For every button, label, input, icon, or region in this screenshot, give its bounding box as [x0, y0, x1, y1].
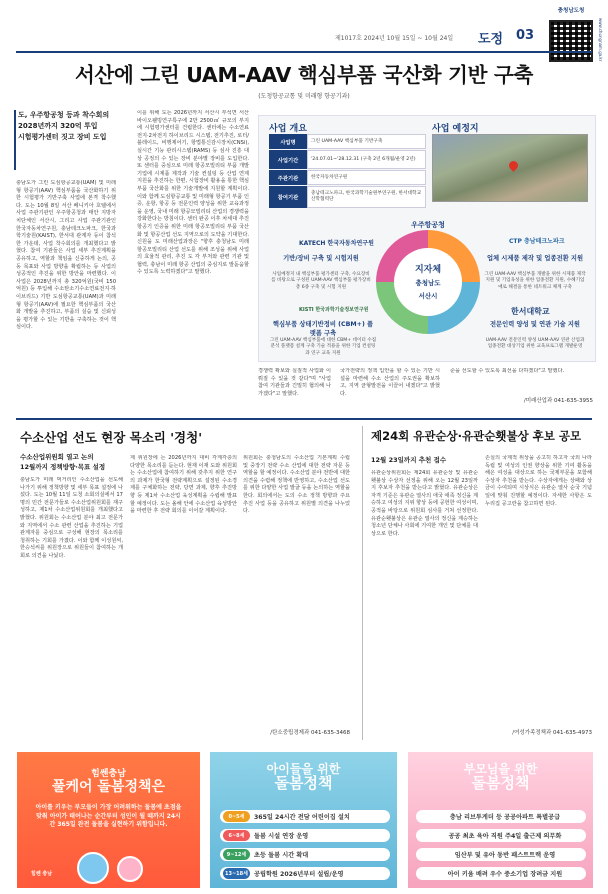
article1-credit: /미래산업과 041-635-3955 [523, 398, 593, 404]
section-rule [16, 418, 592, 420]
lead-bar [14, 110, 16, 170]
box-rt-title: 업체 시제품 제작 및 업종전환 지원 [486, 255, 584, 262]
box-rb-body: UAM-AAV 전문인력 양성 UAM-AAV 연관 산업과 업종전환 대상기업 위한 교육프로그램 개발운영 [485, 338, 585, 350]
parents-policy-item: 임산부 및 유아 동반 패스트트랙 운영 [416, 848, 586, 861]
policy-text: 돌봄 시설 연장 운영 [254, 833, 309, 840]
banner-full-care [17, 752, 200, 888]
org-hanseo: 한서대학교 [511, 307, 550, 316]
center-top: 우주항공청 [411, 221, 445, 229]
box-lb-title: 핵심부품 상태기반정비 (CBM+) 플랫폼 구축 [272, 321, 374, 337]
mascot-icon [77, 852, 109, 884]
banner1-mascot: 힘쎈 충남 [31, 871, 53, 877]
article1-col1: 충남도가 그린 도심항공교통(UAM) 및 미래형 항공기(AAV) 핵심부품을 국산화하기 위한 시험평가 기반구축 사업에 본격 착수했다. 도는 10월 8일 서산 베니키아 호텔에서 사업 주관기관인 우주항공청과 태안 지방자치단체인 서산시, 그리고 사업 주관기관인 한국자동차연구원, 충남테크노파크, 한국과학기술원(KAIST), 한서대 관계자 등이 참석한 가운데, 사업 착수회의를 개최했다고 밝혔다. 참여 기관들은 사업 세부 추진계획을 공유하고, 역할과 책임을 신중하게 논의, 공동 목표와 사업 방향을 확립하는 등 사업의 성공적인 추진을 위한 방안을 마련했다. 이 사업은 2028년까지 총 320억원(국비 150억원) 등 투입해 수소탄소기수소연료전지·하이브리드) 기반 도심항공교통(UAM)과 미래형 항공기(AAV)에 필요한 핵심부품의 국산화 개발을 추진하고, 부품의 실습 및 신뢰성을 평가할 수 있는 기반을 구축하는 것이 핵심이다. [16, 180, 116, 331]
policy-text: 공립학원 2026년부터 설립/운영 [254, 871, 344, 878]
row-label: 주관기관 [269, 170, 307, 185]
article1-col3: 경쟁력 확보와 실질적 사업화 이뤄질 수 있을 것 같다"며 "사업 참여 기관들과 긴밀히 협의해 나가겠다"고 말했다. [258, 368, 331, 397]
mascot-icon [117, 856, 143, 882]
overview-title: 사업 개요 [269, 124, 307, 134]
article1-author: (도청항공교통 및 미래형 항공기과) [258, 93, 350, 100]
infographic [258, 115, 596, 362]
org-kisti: KISTI 한국과학기술정보연구원 [299, 307, 369, 313]
banner2-big: 돌봄정책 [274, 774, 333, 792]
table-row [269, 150, 426, 169]
article2-col3: 위원회는 충청남도의 수소산업 기본계획 수립 및 중장기 전략 수소 산업에 대한 전략 자문 등 역할을 할 예정이다. 수소산업 분야 전반에 대한 의견을 수렴해 정책에 반영하고, 수소산업 선도를 위한 다양한 사업 발굴 등을 논의하는 역할을 한다. 회의에서는 도의 수소 정책 방향과 주요 추진 사업 등을 공유하고 위원별 의견을 나누었다. [243, 455, 350, 515]
article1-col5: 준을 선도할 수 있도록 최선을 다하겠다"고 말했다. [450, 368, 565, 374]
qr-logo [541, 6, 601, 64]
sub-line-1: 수소산업위원회 열고 논의 [20, 453, 94, 461]
box-lt-title: 기반/장비 구축 및 시험지원 [283, 255, 359, 262]
article2-credit: /탄소중립경제과 041-635-3468 [270, 730, 350, 736]
age-tag: 6~8세 [223, 830, 250, 841]
row-value: '24.07.01~'28.12.31 (구축 2년 6개월/운영 2년) [307, 150, 426, 169]
banner-parents-care [408, 752, 593, 888]
age-tag: 13~18세 [223, 868, 250, 879]
article3-col1: 유관순상위원회는 제24회 유관순상 및 유관순횃불상 수상자 선정을 위해 오는 12월 23일까지 후보자 추천을 받는다고 밝혔다. 유관순상은 자격 기준은 유관순 열사의 애국 애족 정신을 계승하고 여성의 지위 향상 등에 공헌한 여성이며, 공적을 바탕으로 위원회 심사를 거쳐 선정한다. 유관순횃불상은 유관순 열사의 정신을 계승하는 청소년 단체나 사회에 기여한 개인 및 단체를 대상으로 한다. [371, 470, 478, 537]
banner1-big: 풀케어 돌봄정책은 [51, 779, 166, 795]
article1-col4: 국가전략의 정책 입안을 할 수 있는 기반 시설을 마련해 수소 산업의 주도권을 확보하고, 지역 균형발전을 이끌어 내겠다"고 밝혔다. [340, 368, 440, 397]
issue-info: 제1017호 2024년 10월 15일 ~ 10월 24일 [335, 35, 454, 42]
location-pin-icon [507, 159, 520, 172]
age-tag: 9~12세 [223, 849, 250, 860]
lead-line-2: 2028년까지 320억 투입 [18, 122, 98, 130]
banner-kids-care [210, 752, 397, 888]
banner3-small: 부모님을 위한 [463, 762, 538, 776]
parents-policy-item: 아이 키움 배려 우수 중소기업 장려금 지원 [416, 867, 586, 880]
center-city: 서산시 [418, 292, 438, 300]
qr-code-icon [549, 20, 593, 62]
article2-sub [20, 452, 120, 472]
center-main: 지자체 [414, 265, 442, 275]
logo-name: 충청남도청 [557, 8, 585, 14]
article1-lead [18, 110, 113, 143]
sub-line-2: 12월까지 정책방향·목표 설정 [20, 463, 106, 471]
kids-policy-item [220, 848, 390, 861]
headline-hydrogen: 수소산업 선도 현장 목소리 '경청' [20, 430, 203, 445]
overview-table [269, 134, 426, 209]
org-ctp: CTP 충남테크노파크 [509, 238, 565, 245]
row-value: 그린 UAM-AAV 핵심부품 기반구축 [307, 134, 426, 149]
table-row [269, 170, 426, 185]
box-rt-body: 그린 UAM-AAV 핵심부품 개발을 위한 시제품 제작 지원 및 기업육성을 위한 업종전환 지원, 수혜기업 애로 해결을 통한 네트워크 체계 구축 [484, 272, 586, 290]
column-divider [362, 426, 363, 740]
kids-policy-item [220, 829, 390, 842]
row-value: 충남테크노파크, 한국과학기술원부연구원, 한서대학교 산학협력단 [307, 186, 426, 208]
org-katech: KATECH 한국자동차연구원 [299, 240, 374, 247]
section-label: 도정 [478, 32, 504, 47]
parents-policy-item: 충남 리브투게더 등 공공아파트 특별공급 [416, 810, 586, 823]
article3-credit: /여성가족정책과 041-635-4973 [512, 730, 592, 736]
banner2-small: 아이들을 위한 [266, 762, 341, 776]
article3-col2: 손실의 국제적 위상을 공고히 하고자 국외 나라 독립 및 여성의 인권 향상을 위한 기여 활동을 해온 여성을 대상으로 하는 국제부문을 포함해 수상자 추천을 받는다. 수상자에게는 상패와 상금이 수여되며 시상식은 유관순 열사 순국 기념일에 맞춰 진행할 예정이다. 자세한 사항은 도 누리집 공고란을 참고하면 된다. [485, 455, 592, 507]
box-lt-body: 사업예정지 내 핵심부품 평가센터 구축, 수요장비를 바탕으로 구성된 UAM-AAV 핵심부품 평가장비 총 6종 구축 및 시험 지원 [271, 272, 371, 290]
headline-uam: 서산에 그린 UAM-AAV 핵심부품 국산화 기반 구축 [75, 63, 533, 87]
policy-text: 초등 돌봄 시간 확대 [254, 852, 309, 859]
article2-col2: 제 위원장에 는 2026년까지 대비 각계각층의 다양한 목소리를 듣는다. 현재 이재 도와 위원회는 수소산업에 참여하기 위해 갖추지 위한 연구의 과제가 한국형 전략계획으로 설정된 수소경제를 구체화하는 전략, 당면 과제, 향후 추진방향 등 제1차 수소산업 육성계획을 수립해 발표할 예정이다. 도는 올해 안에 수소산업 육성방안을 마련한 후 전략 회의를 이어갈 계획이다. [130, 455, 237, 515]
table-row [269, 134, 426, 149]
page-number: 03 [516, 28, 535, 43]
site-aerial-photo [432, 134, 588, 202]
row-label: 사업기간 [269, 150, 307, 169]
lead-line-1: 도, 우주항공청 등과 착수회의 [18, 111, 110, 119]
article3-sub: 12월 23일까지 추천 접수 [371, 456, 447, 464]
banner1-small: 힘쎈충남 [91, 769, 126, 779]
row-label: 참여기관 [269, 186, 307, 208]
policy-text: 365일 24시간 전담 어린이집 설치 [254, 814, 350, 821]
center-sub: 충청남도 [415, 279, 441, 287]
age-tag: 0~5세 [223, 811, 250, 822]
lead-line-3: 시험평가센터 짓고 장비 도입 [18, 133, 107, 141]
box-rb-title: 전문인력 양성 및 연관 기술 지원 [489, 321, 581, 328]
parents-policy-item: 공공 최초 육아 직원 주4일 출근제 의무화 [416, 829, 586, 842]
header-rule [16, 51, 592, 53]
article1-col2: 이를 위해 도는 2026년까지 서산시 부석면 서산바이오웰빙연구특구에 2만 2500㎡ 규모의 부지에 시험평가센터를 건립한다. 센터에는 수소연료전지·2차전지 하이브리드 시스템, 전기추진, 로터/블레이드, 비행제어기, 항법통신감시장치(CNSi), 실시간 기능 관리시스템(RAMS) 등 심사 진흥 대상 공정의 수 있는 장비 분야별 장비를 도입한다. 또 센터를 중심으로 미래 항공모빌리티 부품 개발 기업에 시제품 제작과 기술 컨설팅 등 산업 연계 지원을 추진하는 한편, 시험장비 활용을 통한 핵심부품 국산화를 위한 기술개발에 지원할 계획이다. 이와 함께 도심항공교통 및 미래형 항공기 부품 인증, 운항, 항공 등 전문인력 양성을 위한 교육과정을 운영, 국내 미래 항공모빌리티 산업의 경쟁력을 강화한다는 방침이다. 센터 완공 이후 차세대 추진 항공기 인증을 위한 미래 항공모빌리티 부품 국산화 및 항공산업 선도 지역으로의 도약을 기대한다. 신원을 도 미래산업과장은 "향후 충청남도 미래 항공모빌리티 산업 선도를 위해 조성을 위해 사업의 효율적 관리, 추진 도 각 부처와 관련 기관 및 협력, 충남이 미래 항공 산업의 중심지로 발돋움할 수 있도록 노력하겠다"고 말했다. [137, 110, 249, 276]
box-lb-body: 그린 UAM-AAV 핵심부품에 대한 CBM+ 데이터 수집분석 플랫폼 설계 구축 기술 적용을 위한 기업 컨설팅과 연구 교육 지원 [269, 338, 377, 356]
banner1-body: 아이를 키우는 부모들이 가장 어려워하는 돌봄에 초점을 맞춰 아이가 태어나는 순간부터 성인이 될 때까지 24시간 365일 완전 돌봄을 실현하기 위함입니다. [35, 804, 182, 828]
kids-policy-item [220, 810, 390, 823]
row-value: 한국자동차연구원 [307, 170, 426, 185]
site-title: 사업 예정지 [432, 124, 479, 134]
row-label: 사업명 [269, 134, 307, 149]
logo-side-text: www.chungnam.go.kr [598, 18, 603, 62]
banner3-big: 돌봄정책 [471, 774, 530, 792]
headline-yugwansun: 제24회 유관순상·유관순횃불상 후보 공모 [371, 429, 582, 443]
kids-policy-item [220, 867, 390, 880]
article2-col1: 충남도가 미래 먹거리인 수소산업을 선도해 나가기 위해 정책방향 및 세부 목표 설정에 나섰다. 도는 10월 11일 도청 소회의실에서 17명의 민간 전문가들로 수소산업위원회를 재구성하고, 제1차 수소산업위원회를 개최했다고 밝혔다. 위원회는 수소산업 분야 최고 전문가와 지역에서 수소 관련 산업을 추진하는 기업 관계자를 중심으로 구성해 현장의 목소리를 청취하는 기회를 가졌다. 이와 함께 이성원씨, 한승석씨를 위원장으로 위원들이 참여하는 개회로 의견을 나눴다. [20, 477, 123, 559]
table-row [269, 186, 426, 208]
